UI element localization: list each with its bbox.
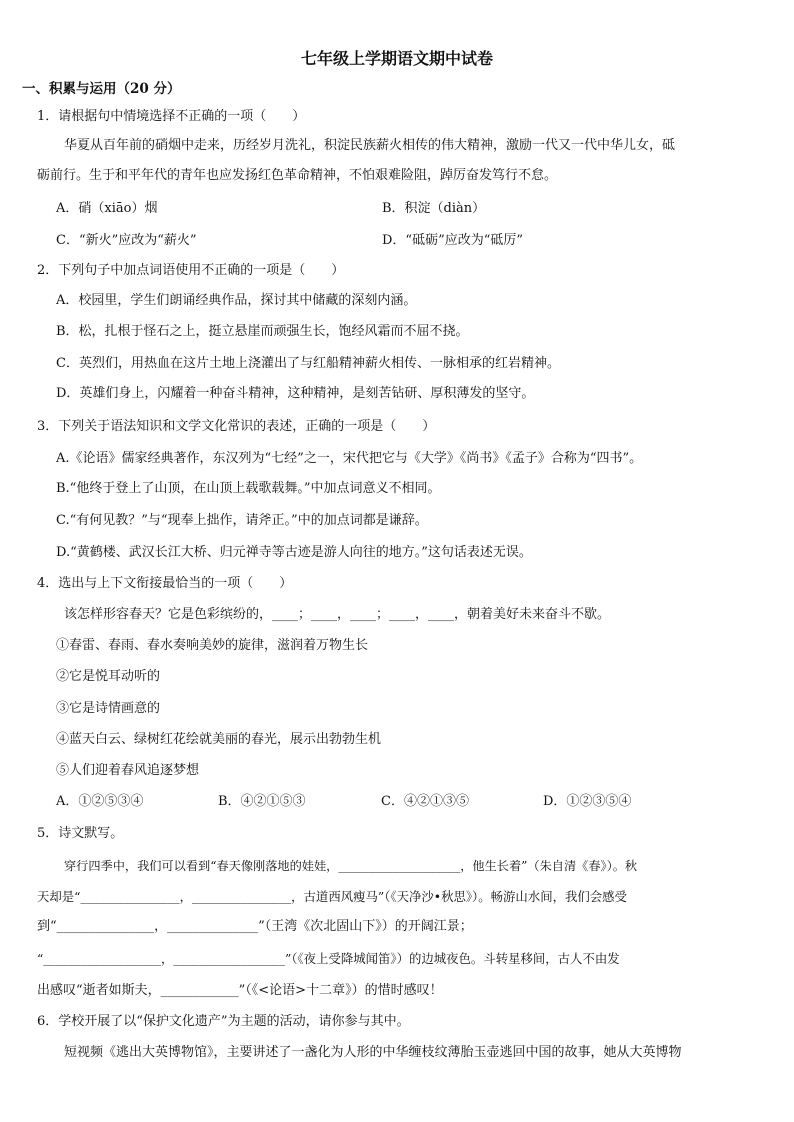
question-3-option-c: C.“有何见教？”与“现奉上拙作，请斧正。”中的加点词都是谦辞。: [56, 513, 428, 528]
question-5-line-3: 到“_______________，______________”（王湾《次北固山下》）的开阔江景；: [37, 919, 473, 934]
question-1-passage-line-2: 砺前行。生于和平年代的青年也应发扬红色革命精神，不怕艰难险阻，踔厉奋发笃行不怠。: [37, 168, 558, 183]
question-5-stem: 5．诗文默写。: [37, 826, 124, 841]
section-heading: 一、积累与运用（20 分）: [22, 81, 181, 97]
question-6-line-1: 短视频《逃出大英博物馆》，主要讲述了一盏化为人形的中华缠枝纹薄胎玉壶逃回中国的故事，她从大英博物: [64, 1045, 682, 1060]
question-4-sentence-1: ①春雷、春雨、春水奏响美妙的旋律，滋润着万物生长: [56, 638, 369, 653]
question-3-stem: 3．下列关于语法知识和文学文化常识的表述，正确的一项是（ ）: [37, 419, 436, 434]
question-4-sentence-2: ②它是悦耳动听的: [56, 669, 161, 684]
question-3-option-b: B.“他终于登上了山顶，在山顶上载歌载舞。”中加点词意义不相同。: [56, 481, 441, 496]
question-2-option-c: C．英烈们，用热血在这片土地上浇灌出了与红船精神薪火相传、一脉相承的红岩精神。: [56, 356, 560, 371]
question-5-line-4: “___________________，__________________”（《夜上受降城闻笛》）的边城夜色。斗转星移间，古人不由发: [37, 951, 620, 966]
question-2-option-d: D．英雄们身上，闪耀着一种奋斗精神，这种精神，是刻苦钻研、厚积薄发的坚守。: [56, 386, 535, 401]
question-4-passage: 该怎样形容春天？它是色彩缤纷的，____；____，____；____，____，朝着美好未来奋斗不歇。: [64, 607, 611, 622]
question-4-option-c: C．④②①③⑤: [381, 794, 469, 809]
question-4-sentence-3: ③它是诗情画意的: [56, 701, 161, 716]
question-1-option-c: C．“新火”应改为“薪火”: [56, 233, 197, 248]
question-3-option-a: A.《论语》儒家经典著作，东汉列为“七经”之一，宋代把它与《大学》《尚书》《孟子》合称为“四书”。: [56, 451, 643, 466]
question-1-option-d: D．“砥砺”应改为“砥厉”: [382, 233, 524, 248]
question-1-option-b: B．积淀（diàn）: [382, 201, 486, 216]
question-4-sentence-5: ⑤人们迎着春风追逐梦想: [56, 763, 200, 778]
question-5-line-5: 出感叹“逝者如斯夫，____________”（《<论语>十二章》）的惜时感叹！: [37, 983, 443, 998]
question-5-line-2: 天却是“________________，________________，古道西风瘦马”（《天净沙•秋思》）。畅游山水间，我们会感受: [37, 889, 627, 904]
question-6-stem: 6．学校开展了以“保护文化遗产”为主题的活动，请你参与其中。: [37, 1014, 410, 1029]
question-4-sentence-4: ④蓝天白云、绿树红花绘就美丽的春光，展示出勃勃生机: [56, 732, 382, 747]
question-1-passage-line-1: 华夏从百年前的硝烟中走来，历经岁月洗礼，积淀民族薪火相传的伟大精神，激励一代又一代中华儿女，砥: [64, 138, 676, 153]
question-4-option-d: D．①②③⑤④: [543, 794, 632, 809]
question-2-option-a: A．校园里，学生们朗诵经典作品，探讨其中储藏的深刻内涵。: [56, 293, 417, 308]
question-3-option-d: D.“黄鹤楼、武汉长江大桥、归元禅寺等古迹是游人向往的地方。”这句话表述无误。: [56, 545, 532, 560]
question-1-option-a: A．硝（xiāo）烟: [56, 201, 158, 216]
question-4-option-b: B．④②①⑤③: [218, 794, 306, 809]
question-5-line-1: 穿行四季中，我们可以看到“春天像刚落地的娃娃，____________________，他生长着”（朱自清《春》）。秋: [64, 859, 638, 873]
page-title: 七年级上学期语文期中试卷: [300, 49, 493, 68]
question-2-stem: 2．下列句子中加点词语使用不正确的一项是（ ）: [37, 263, 345, 278]
question-1-stem: 1．请根据句中情境选择不正确的一项（ ）: [37, 109, 306, 124]
question-4-option-a: A．①②⑤③④: [56, 794, 144, 809]
question-2-option-b: B．松，扎根于怪石之上，挺立悬崖而顽强生长，饱经风霜而不屈不挠。: [56, 324, 469, 339]
question-4-stem: 4．选出与上下文衔接最恰当的一项（ ）: [37, 576, 293, 591]
